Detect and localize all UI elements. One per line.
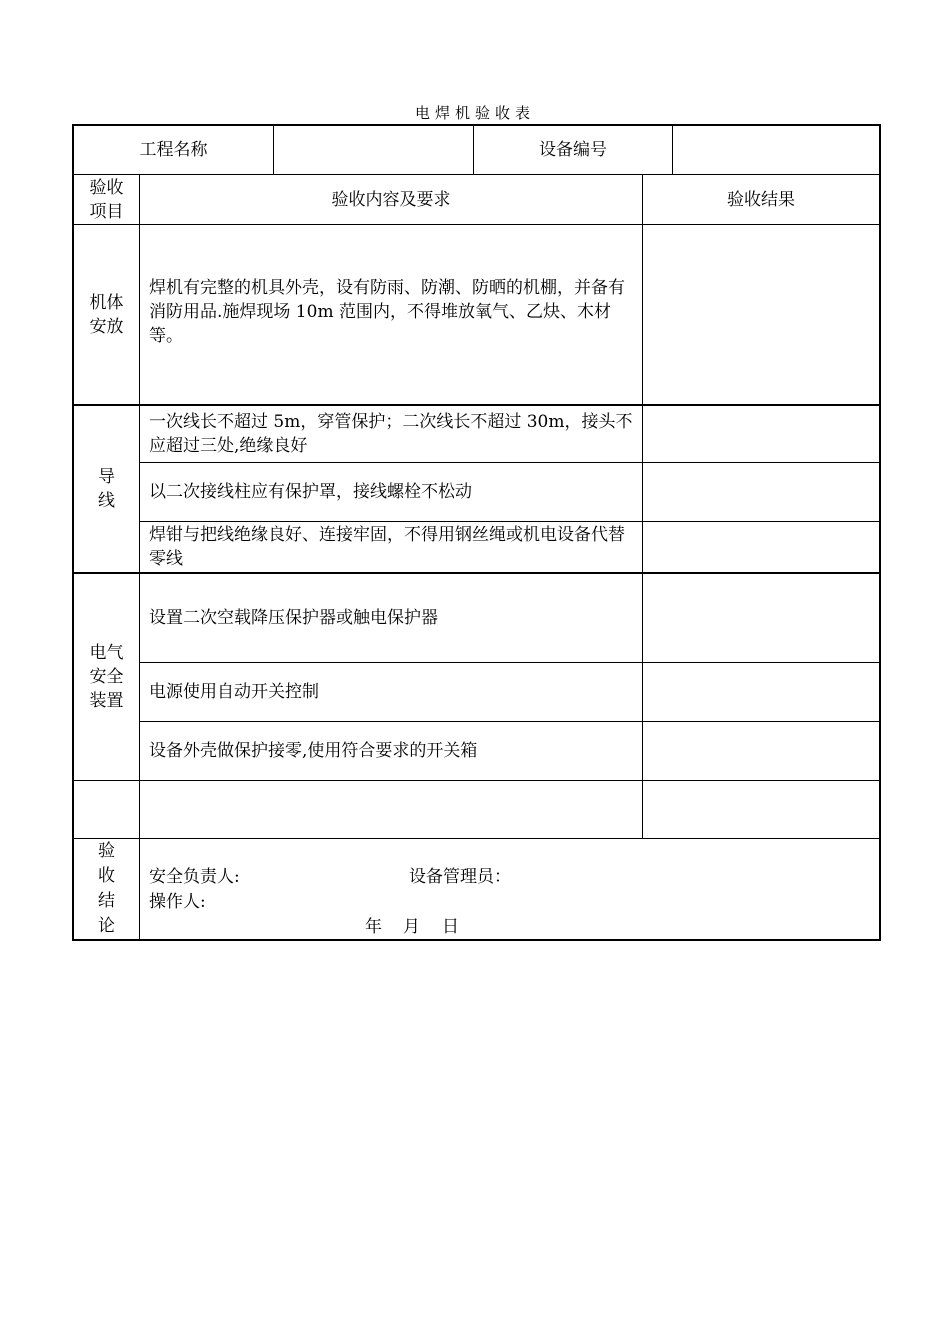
result-cell[interactable] — [643, 522, 879, 572]
form-title: 电焊机验收表 — [414, 104, 535, 122]
requirement-text: 设备外壳做保护接零,使用符合要求的开关箱 — [149, 741, 478, 761]
result-cell[interactable] — [643, 225, 879, 404]
project-name-field[interactable] — [274, 126, 473, 174]
equipment-no-field[interactable] — [673, 126, 879, 174]
requirement-text: 一次线长不超过 5m，穿管保护；二次线长不超过 30m，接头不应超过三处,绝缘良好 — [149, 412, 633, 456]
date-day-label: 日 — [442, 917, 459, 937]
section-name-line: 安全 — [89, 667, 124, 687]
section-name-body-placement — [74, 225, 139, 404]
requirement-text: 焊机有完整的机具外壳，设有防雨、防潮、防晒的机棚，并备有消防用品.施焊现场 10m 范围内，不得堆放氧气、乙炔、木材等。 — [149, 278, 625, 346]
section-name-line: 安放 — [89, 316, 124, 337]
requirement-text: 以二次接线柱应有保护罩，接线螺栓不松动 — [149, 482, 472, 502]
result-cell[interactable] — [643, 722, 879, 780]
section-name-line: 机体 — [89, 292, 124, 313]
date-year-label: 年 — [365, 917, 382, 937]
blank-content-cell[interactable] — [140, 781, 642, 838]
conclusion-label-char: 收 — [98, 866, 115, 886]
safety-officer-label: 安全负责人: — [149, 867, 240, 887]
requirement-text: 设置二次空载降压保护器或触电保护器 — [149, 608, 438, 628]
column-header-content: 验收内容及要求 — [331, 189, 451, 210]
section-name-line: 线 — [98, 491, 115, 511]
section-name-line: 导 — [98, 467, 115, 487]
conclusion-label-char: 论 — [98, 916, 115, 936]
operator-label: 操作人: — [149, 892, 206, 912]
section-name-wiring — [74, 406, 139, 572]
divider — [74, 838, 879, 839]
column-header-result: 验收结果 — [727, 189, 795, 210]
result-cell[interactable] — [643, 406, 879, 462]
result-cell[interactable] — [643, 663, 879, 721]
conclusion-label-char: 验 — [98, 841, 115, 861]
conclusion-label — [74, 839, 139, 939]
blank-result-cell[interactable] — [643, 781, 879, 838]
requirement-text: 焊钳与把线绝缘良好、连接牢固，不得用钢丝绳或机电设备代替零线 — [149, 525, 625, 569]
blank-item-cell[interactable] — [74, 781, 139, 838]
equipment-manager-label: 设备管理员： — [409, 867, 511, 887]
column-header-item — [74, 175, 139, 224]
requirement-text: 电源使用自动开关控制 — [149, 682, 319, 702]
result-cell[interactable] — [643, 463, 879, 521]
section-name-electrical-safety — [74, 574, 139, 780]
result-cell[interactable] — [643, 574, 879, 662]
section-name-line: 电气 — [89, 643, 124, 663]
column-header-item-line: 验收 — [89, 177, 124, 198]
project-name-label: 工程名称 — [139, 140, 208, 160]
conclusion-label-char: 结 — [98, 891, 115, 911]
equipment-no-label: 设备编号 — [539, 140, 607, 160]
date-month-label: 月 — [403, 917, 420, 937]
section-name-line: 装置 — [89, 691, 124, 711]
acceptance-form-table — [72, 124, 881, 941]
column-header-item-line: 项目 — [89, 201, 124, 222]
